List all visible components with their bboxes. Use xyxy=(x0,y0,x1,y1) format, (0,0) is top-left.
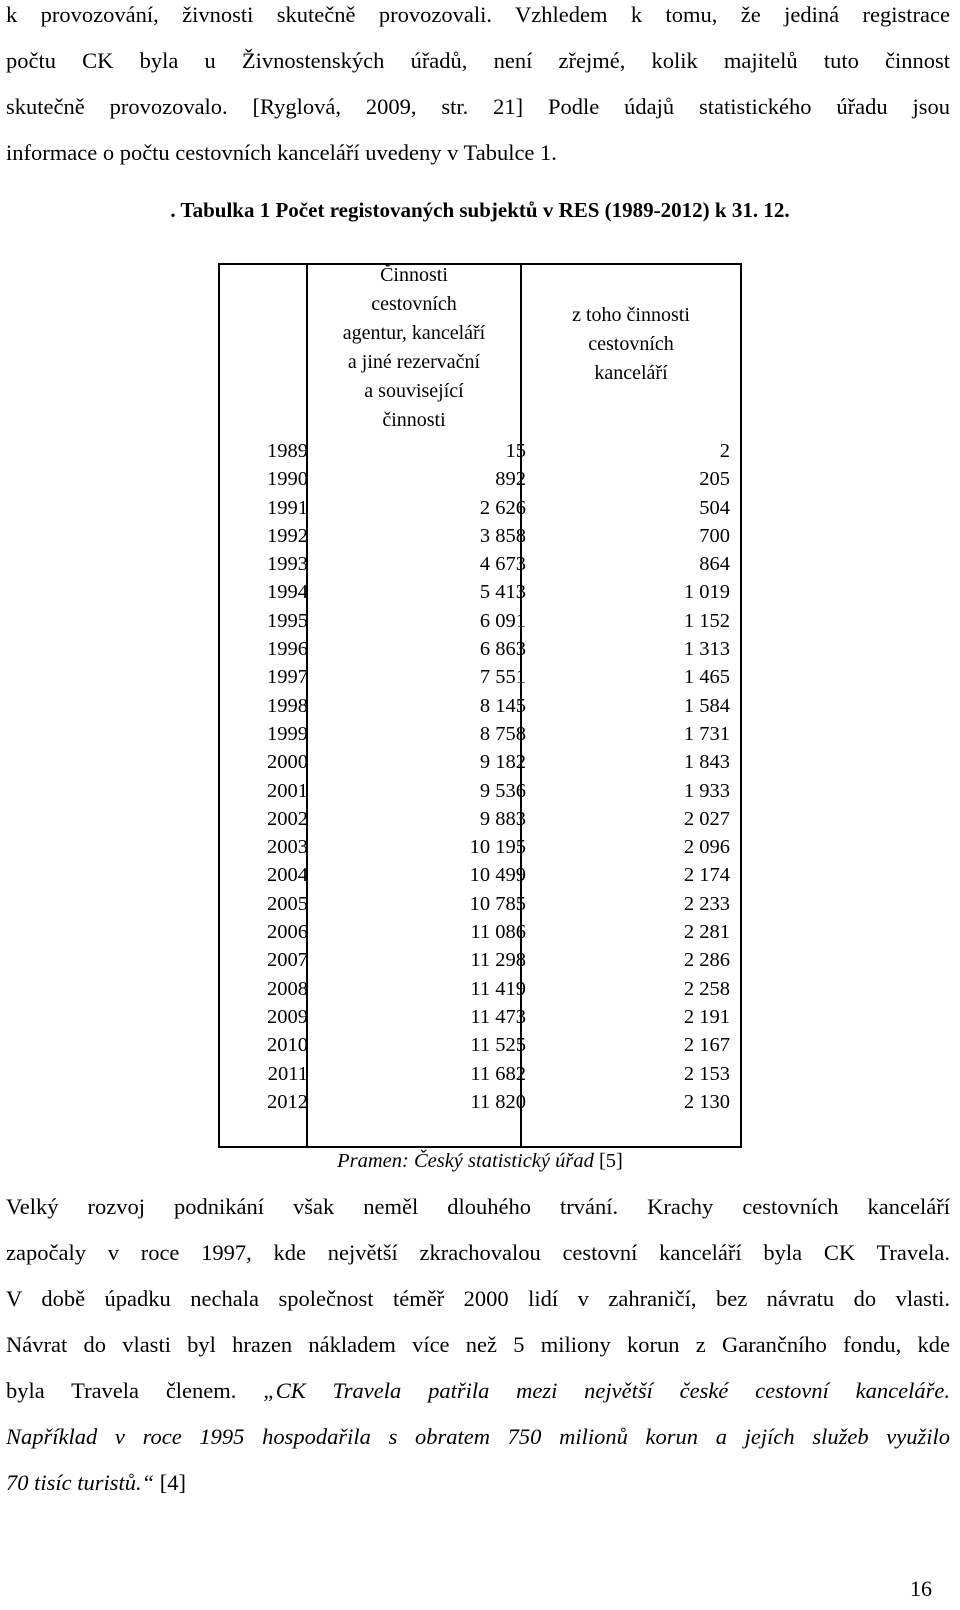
table-row xyxy=(220,497,740,525)
travel-agencies-cell: 1 465 xyxy=(683,666,730,689)
year-cell: 1995 xyxy=(267,609,308,632)
table-row xyxy=(220,666,740,694)
total-cell: 6 863 xyxy=(479,638,526,661)
year-cell: 1998 xyxy=(267,694,308,717)
table-row xyxy=(220,864,740,892)
year-cell: 2004 xyxy=(267,864,308,887)
table-row xyxy=(220,553,740,581)
total-cell: 10 785 xyxy=(469,892,526,915)
year-cell: 1994 xyxy=(267,581,308,604)
travel-agencies-cell: 1 019 xyxy=(683,581,730,604)
header-line: činnosti xyxy=(382,409,446,431)
year-cell: 2009 xyxy=(267,1005,308,1028)
table-row xyxy=(220,440,740,468)
table-row xyxy=(220,893,740,921)
table-row xyxy=(220,808,740,836)
table-row xyxy=(220,836,740,864)
page-number: 16 xyxy=(910,1576,932,1601)
total-cell: 10 195 xyxy=(469,836,526,859)
travel-agencies-cell: 700 xyxy=(699,524,730,547)
table-row xyxy=(220,921,740,949)
total-cell: 892 xyxy=(495,468,526,491)
outro-line xyxy=(6,1368,950,1414)
year-cell: 1991 xyxy=(267,496,308,519)
table-row xyxy=(220,1091,740,1119)
total-cell: 11 419 xyxy=(470,977,526,1000)
table-row xyxy=(220,1063,740,1091)
travel-agencies-cell: 205 xyxy=(699,468,730,491)
travel-agencies-cell: 2 281 xyxy=(683,921,730,944)
total-cell: 10 499 xyxy=(469,864,526,887)
header-line: cestovních xyxy=(371,293,457,315)
outro-line: započaly v roce 1997, kde největší zkrachovalou cestovní kanceláří byla CK Travela. xyxy=(6,1240,950,1265)
header-col1 xyxy=(308,261,520,435)
year-cell: 1993 xyxy=(267,553,308,576)
year-cell: 2007 xyxy=(267,949,308,972)
outro-line: Velký rozvoj podnikání však neměl dlouhého trvání. Krachy cestovních kanceláří xyxy=(6,1194,950,1219)
total-cell: 9 182 xyxy=(479,751,526,774)
year-cell: 2012 xyxy=(267,1090,308,1113)
table-row xyxy=(220,638,740,666)
travel-agencies-cell: 504 xyxy=(699,496,730,519)
year-cell: 1996 xyxy=(267,638,308,661)
table-row xyxy=(220,949,740,977)
year-cell: 1997 xyxy=(267,666,308,689)
year-cell: 2008 xyxy=(267,977,308,1000)
total-cell: 6 091 xyxy=(479,609,526,632)
header-col2 xyxy=(522,301,740,388)
travel-agencies-cell: 1 313 xyxy=(683,638,730,661)
outro-text: byla Travela členem. xyxy=(6,1378,264,1403)
table-row xyxy=(220,1034,740,1062)
header-line: a jiné rezervační xyxy=(347,351,481,373)
header-line: Činnosti xyxy=(380,264,448,286)
header-line: z toho činnosti xyxy=(572,304,690,326)
outro-paragraph xyxy=(6,1184,950,1506)
total-cell: 3 858 xyxy=(479,524,526,547)
travel-agencies-cell: 864 xyxy=(699,553,730,576)
travel-agencies-cell: 2 191 xyxy=(683,1005,730,1028)
total-cell: 5 413 xyxy=(479,581,526,604)
table-row xyxy=(220,581,740,609)
total-cell: 11 820 xyxy=(470,1090,526,1113)
total-cell: 2 626 xyxy=(479,496,526,519)
table-row xyxy=(220,751,740,779)
table-body xyxy=(220,440,740,1119)
travel-agencies-cell: 2 233 xyxy=(683,892,730,915)
total-cell: 11 525 xyxy=(470,1034,526,1057)
travel-agencies-cell: 2 286 xyxy=(683,949,730,972)
table-row xyxy=(220,525,740,553)
total-cell: 7 551 xyxy=(479,666,526,689)
travel-agencies-cell: 1 152 xyxy=(683,609,730,632)
table-row xyxy=(220,468,740,496)
table-caption: . Tabulka 1 Počet registovaných subjektů v RES (1989-2012) k 31. 12. xyxy=(170,198,790,222)
travel-agencies-cell: 2 167 xyxy=(683,1034,730,1057)
travel-agencies-cell: 2 174 xyxy=(683,864,730,887)
data-table xyxy=(218,263,742,1148)
table-row xyxy=(220,695,740,723)
travel-agencies-cell: 1 843 xyxy=(683,751,730,774)
year-cell: 2005 xyxy=(267,892,308,915)
intro-line: k provozování, živnosti skutečně provozovali. Vzhledem k tomu, že jediná registrace xyxy=(6,2,950,27)
quote-line xyxy=(6,1460,950,1506)
travel-agencies-cell: 2 258 xyxy=(683,977,730,1000)
total-cell: 11 473 xyxy=(470,1005,526,1028)
travel-agencies-cell: 1 584 xyxy=(683,694,730,717)
table-row xyxy=(220,978,740,1006)
travel-agencies-cell: 2 027 xyxy=(683,807,730,830)
source-label: Pramen: Český statistický úřad xyxy=(337,1150,594,1172)
quote-text: 70 tisíc turistů.“ xyxy=(6,1470,155,1495)
total-cell: 11 298 xyxy=(470,949,526,972)
year-cell: 2001 xyxy=(267,779,308,802)
total-cell: 4 673 xyxy=(479,553,526,576)
intro-line: informace o počtu cestovních kanceláří uvedeny v Tabulce 1. xyxy=(6,140,557,165)
outro-line: Návrat do vlasti byl hrazen nákladem více než 5 miliony korun z Garančního fondu, kde xyxy=(6,1332,950,1357)
total-cell: 9 883 xyxy=(479,807,526,830)
travel-agencies-cell: 2 153 xyxy=(683,1062,730,1085)
table-row xyxy=(220,610,740,638)
year-cell: 2006 xyxy=(267,921,308,944)
year-cell: 2010 xyxy=(267,1034,308,1057)
year-cell: 1989 xyxy=(267,440,308,462)
year-cell: 2000 xyxy=(267,751,308,774)
table-source xyxy=(0,1150,960,1173)
outro-line: V době úpadku nechala společnost téměř 2000 lidí v zahraničí, bez návratu do vlasti. xyxy=(6,1286,950,1311)
header-line: a související xyxy=(364,380,464,402)
year-cell: 2003 xyxy=(267,836,308,859)
year-cell: 1999 xyxy=(267,722,308,745)
intro-line: počtu CK byla u Živnostenských úřadů, není zřejmé, kolik majitelů tuto činnost xyxy=(6,48,950,73)
travel-agencies-cell: 2 xyxy=(719,440,730,462)
table-row xyxy=(220,723,740,751)
total-cell: 15 xyxy=(505,440,526,462)
table-row xyxy=(220,1006,740,1034)
source-ref: [5] xyxy=(593,1150,623,1172)
travel-agencies-cell: 2 130 xyxy=(683,1090,730,1113)
header-line: kanceláří xyxy=(594,362,668,384)
total-cell: 8 758 xyxy=(479,722,526,745)
year-cell: 2011 xyxy=(267,1062,308,1085)
header-line: cestovních xyxy=(588,333,674,355)
intro-paragraph xyxy=(6,0,950,176)
intro-line: skutečně provozovalo. [Ryglová, 2009, str. 21] Podle údajů statistického úřadu jsou xyxy=(6,94,950,119)
year-cell: 1992 xyxy=(267,524,308,547)
table-row xyxy=(220,780,740,808)
quote-line: Například v roce 1995 hospodařila s obratem 750 milionů korun a jejích služeb využilo xyxy=(6,1424,950,1449)
year-cell: 1990 xyxy=(267,468,308,491)
citation-ref: [4] xyxy=(154,1470,187,1495)
total-cell: 11 682 xyxy=(470,1062,526,1085)
travel-agencies-cell: 2 096 xyxy=(683,836,730,859)
total-cell: 8 145 xyxy=(479,694,526,717)
travel-agencies-cell: 1 933 xyxy=(683,779,730,802)
travel-agencies-cell: 1 731 xyxy=(683,722,730,745)
total-cell: 11 086 xyxy=(470,921,526,944)
header-line: agentur, kanceláří xyxy=(342,322,486,344)
total-cell: 9 536 xyxy=(479,779,526,802)
quote-text: „CK Travela patřila mezi největší české cestovní kanceláře. xyxy=(263,1378,950,1403)
year-cell: 2002 xyxy=(267,807,308,830)
